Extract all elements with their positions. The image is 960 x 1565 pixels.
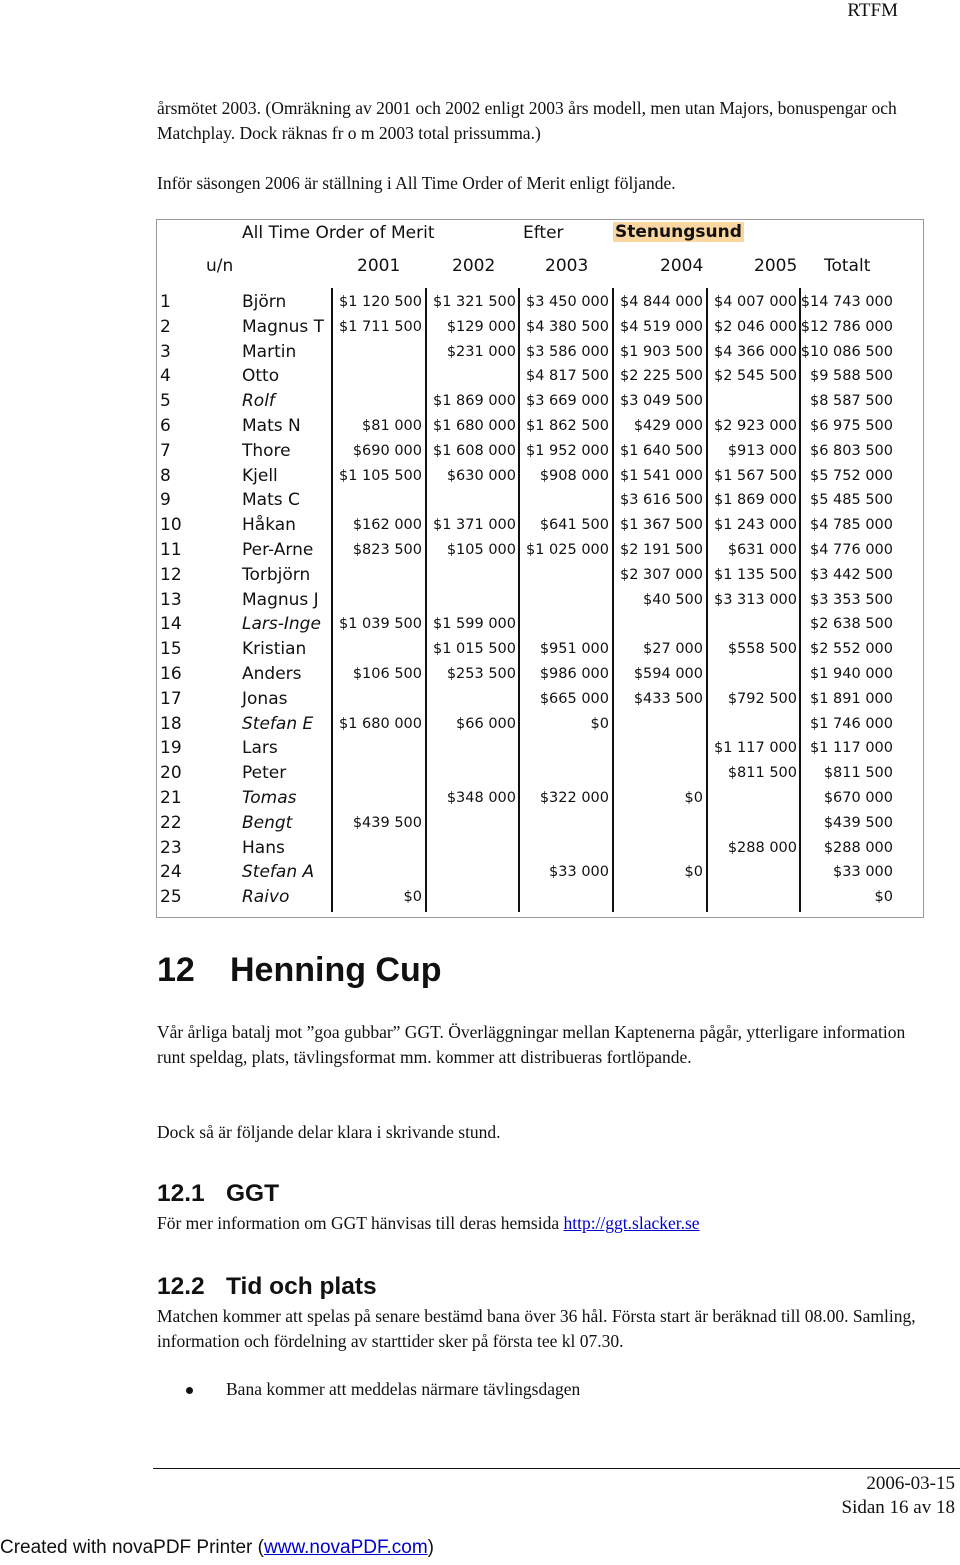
row-season-value: $3 313 000 bbox=[713, 591, 797, 608]
row-player-name: Magnus T bbox=[242, 316, 325, 337]
row-season-value: $1 321 500 bbox=[432, 294, 516, 310]
row-season-value: $1 862 500 bbox=[525, 418, 609, 434]
row-rank: 17 bbox=[160, 688, 182, 709]
row-rank: 10 bbox=[160, 515, 182, 536]
row-season-value: $0 bbox=[684, 864, 703, 881]
row-season-value: $1 025 000 bbox=[525, 542, 609, 558]
row-rank: 24 bbox=[160, 862, 182, 883]
status-paragraph: Dock så är följande delar klara i skrivande stund. bbox=[157, 1122, 501, 1142]
intro-order-of-merit: Inför säsongen 2006 är ställning i All Time Order of Merit enligt följande. bbox=[157, 173, 676, 193]
ggt-text: För mer information om GGT hänvisas till deras hemsida bbox=[157, 1213, 564, 1233]
row-player-name: Peter bbox=[242, 763, 287, 784]
row-total-value: $1 891 000 bbox=[809, 690, 893, 707]
row-rank: 18 bbox=[160, 713, 182, 734]
row-season-value: $1 711 500 bbox=[338, 318, 422, 335]
row-season-value: $4 519 000 bbox=[619, 318, 703, 335]
row-rank: 14 bbox=[160, 614, 182, 635]
row-rank: 4 bbox=[160, 366, 171, 387]
row-season-value: $2 225 500 bbox=[619, 368, 703, 385]
row-total-value: $5 485 500 bbox=[809, 492, 893, 509]
row-total-value: $5 752 000 bbox=[809, 467, 893, 484]
ggt-paragraph bbox=[157, 1211, 700, 1236]
row-season-value: $1 039 500 bbox=[338, 616, 422, 633]
footer-page-number: Sidan 16 av 18 bbox=[841, 1497, 955, 1518]
row-player-name: Jonas bbox=[242, 688, 288, 709]
header-title: RTFM bbox=[847, 0, 898, 21]
row-season-value: $594 000 bbox=[633, 666, 703, 682]
row-player-name: Rolf bbox=[242, 391, 275, 412]
row-season-value: $3 616 500 bbox=[619, 492, 703, 509]
row-season-value: $823 500 bbox=[352, 542, 422, 558]
novapdf-watermark bbox=[0, 1537, 434, 1559]
col-header-2005: 2005 bbox=[754, 256, 798, 276]
row-season-value: $66 000 bbox=[456, 715, 516, 732]
section-heading-12-1 bbox=[157, 1180, 279, 1208]
row-season-value: $105 000 bbox=[446, 542, 516, 558]
row-player-name: Mats C bbox=[242, 490, 300, 511]
row-season-value: $429 000 bbox=[633, 418, 703, 434]
subsection-number: 12.2 bbox=[157, 1273, 205, 1300]
row-rank: 16 bbox=[160, 664, 182, 684]
col-header-2002: 2002 bbox=[452, 256, 496, 276]
row-rank: 1 bbox=[160, 292, 171, 312]
row-player-name: Raivo bbox=[242, 887, 290, 908]
row-season-value: $0 bbox=[403, 889, 422, 906]
row-rank: 15 bbox=[160, 639, 182, 660]
row-season-value: $1 105 500 bbox=[338, 467, 422, 484]
row-season-value: $1 680 000 bbox=[338, 715, 422, 732]
row-season-value: $665 000 bbox=[539, 690, 609, 707]
row-season-value: $3 669 000 bbox=[525, 393, 609, 410]
row-player-name: Otto bbox=[242, 366, 280, 387]
henning-cup-paragraph: Vår årliga batalj mot ”goa gubbar” GGT. Överläggningar mellan Kaptenerna pågår, ytterligare information runt speldag, plats, tävlingsformat mm. kommer att distribueras fortlöpande. bbox=[157, 1022, 906, 1067]
row-season-value: $1 640 500 bbox=[619, 442, 703, 459]
row-rank: 12 bbox=[160, 564, 182, 585]
row-total-value: $1 117 000 bbox=[809, 740, 893, 757]
row-season-value: $2 046 000 bbox=[713, 318, 797, 335]
row-season-value: $558 500 bbox=[727, 641, 797, 658]
section-heading-12-2 bbox=[157, 1273, 377, 1301]
subsection-title: Tid och plats bbox=[226, 1273, 377, 1300]
row-rank: 7 bbox=[160, 440, 171, 461]
row-season-value: $1 567 500 bbox=[713, 467, 797, 484]
row-season-value: $811 500 bbox=[727, 765, 797, 782]
footer-divider bbox=[153, 1468, 960, 1469]
row-season-value: $3 586 000 bbox=[525, 343, 609, 360]
row-total-value: $6 803 500 bbox=[809, 442, 893, 459]
row-season-value: $1 135 500 bbox=[713, 566, 797, 583]
order-of-merit-table bbox=[156, 219, 924, 918]
bullet-text: Bana kommer att meddelas närmare tävlingsdagen bbox=[226, 1379, 581, 1399]
row-rank: 21 bbox=[160, 788, 182, 808]
row-total-value: $439 500 bbox=[823, 814, 893, 831]
row-season-value: $1 371 000 bbox=[432, 517, 516, 534]
row-season-value: $1 015 500 bbox=[432, 641, 516, 658]
row-rank: 9 bbox=[160, 490, 171, 511]
column-divider bbox=[425, 288, 427, 912]
row-rank: 20 bbox=[160, 763, 182, 784]
row-season-value: $4 366 000 bbox=[713, 343, 797, 360]
time-place-paragraph: Matchen kommer att spelas på senare bestämd bana över 36 hål. Första start är beräknad till 08.00. Samling, information och fördelning av starttider sker på första tee kl 07.30. bbox=[157, 1306, 916, 1351]
row-total-value: $8 587 500 bbox=[809, 393, 893, 410]
row-rank: 2 bbox=[160, 316, 171, 337]
row-season-value: $81 000 bbox=[362, 418, 422, 434]
footer-date: 2006-03-15 bbox=[866, 1473, 955, 1494]
row-total-value: $1 746 000 bbox=[809, 715, 893, 732]
row-season-value: $2 545 500 bbox=[713, 368, 797, 385]
col-header-2001: 2001 bbox=[357, 256, 401, 276]
row-season-value: $27 000 bbox=[643, 641, 703, 658]
row-season-value: $690 000 bbox=[352, 442, 422, 459]
row-rank: 6 bbox=[160, 416, 171, 436]
row-season-value: $1 869 000 bbox=[432, 393, 516, 410]
row-player-name: Mats N bbox=[242, 416, 301, 436]
table-title: All Time Order of Merit bbox=[242, 223, 435, 243]
row-season-value: $986 000 bbox=[539, 666, 609, 682]
row-season-value: $0 bbox=[684, 790, 703, 806]
row-player-name: Anders bbox=[242, 664, 302, 684]
row-season-value: $322 000 bbox=[539, 790, 609, 806]
row-season-value: $1 367 500 bbox=[619, 517, 703, 534]
col-header-totalt: Totalt bbox=[824, 256, 871, 276]
row-total-value: $12 786 000 bbox=[800, 318, 893, 335]
row-total-value: $288 000 bbox=[823, 839, 893, 856]
row-season-value: $1 952 000 bbox=[525, 442, 609, 459]
row-season-value: $1 869 000 bbox=[713, 492, 797, 509]
row-player-name: Stefan E bbox=[242, 713, 314, 734]
row-total-value: $3 442 500 bbox=[809, 566, 893, 583]
row-player-name: Martin bbox=[242, 341, 297, 362]
novapdf-link[interactable]: www.novaPDF.com bbox=[264, 1537, 428, 1558]
row-season-value: $630 000 bbox=[446, 467, 516, 484]
row-season-value: $1 599 000 bbox=[432, 616, 516, 633]
row-player-name: Hans bbox=[242, 837, 285, 858]
row-season-value: $2 923 000 bbox=[713, 418, 797, 434]
row-season-value: $1 243 000 bbox=[713, 517, 797, 534]
row-season-value: $1 541 000 bbox=[619, 467, 703, 484]
location-highlight: Stenungsund bbox=[615, 222, 742, 242]
row-season-value: $1 117 000 bbox=[713, 740, 797, 757]
row-season-value: $4 007 000 bbox=[713, 294, 797, 310]
row-total-value: $4 776 000 bbox=[809, 542, 893, 558]
row-season-value: $348 000 bbox=[446, 790, 516, 806]
intro-paragraph: årsmötet 2003. (Omräkning av 2001 och 2002 enligt 2003 års modell, men utan Majors, bonuspengar och Matchplay. Dock räknas fr o m 2003 total prissumma.) bbox=[157, 98, 897, 143]
row-player-name: Håkan bbox=[242, 515, 296, 536]
novapdf-text: Created with novaPDF Printer ( bbox=[0, 1537, 264, 1558]
row-total-value: $2 552 000 bbox=[809, 641, 893, 658]
row-total-value: $2 638 500 bbox=[809, 616, 893, 633]
row-season-value: $2 191 500 bbox=[619, 542, 703, 558]
row-total-value: $9 588 500 bbox=[809, 368, 893, 385]
after-label: Efter bbox=[523, 223, 564, 243]
row-player-name: Kristian bbox=[242, 639, 307, 660]
row-total-value: $3 353 500 bbox=[809, 591, 893, 608]
row-total-value: $14 743 000 bbox=[800, 294, 893, 310]
row-season-value: $0 bbox=[590, 715, 609, 732]
row-season-value: $1 680 000 bbox=[432, 418, 516, 434]
row-season-value: $129 000 bbox=[446, 318, 516, 335]
row-season-value: $106 500 bbox=[352, 666, 422, 682]
row-total-value: $670 000 bbox=[823, 790, 893, 806]
row-season-value: $3 450 000 bbox=[525, 294, 609, 310]
row-total-value: $0 bbox=[874, 889, 893, 906]
row-player-name: Kjell bbox=[242, 465, 278, 486]
row-season-value: $792 500 bbox=[727, 690, 797, 707]
row-season-value: $231 000 bbox=[446, 343, 516, 360]
row-player-name: Per-Arne bbox=[242, 540, 314, 560]
row-rank: 13 bbox=[160, 589, 182, 610]
row-season-value: $288 000 bbox=[727, 839, 797, 856]
row-rank: 3 bbox=[160, 341, 171, 362]
row-season-value: $641 500 bbox=[539, 517, 609, 534]
row-season-value: $1 120 500 bbox=[338, 294, 422, 310]
row-season-value: $908 000 bbox=[539, 467, 609, 484]
row-rank: 5 bbox=[160, 391, 171, 412]
row-player-name: Lars-Inge bbox=[242, 614, 321, 635]
row-player-name: Torbjörn bbox=[242, 564, 311, 585]
row-total-value: $6 975 500 bbox=[809, 418, 893, 434]
row-season-value: $433 500 bbox=[633, 690, 703, 707]
row-season-value: $4 817 500 bbox=[525, 368, 609, 385]
subsection-title: GGT bbox=[226, 1180, 280, 1207]
row-rank: 23 bbox=[160, 837, 182, 858]
row-season-value: $631 000 bbox=[727, 542, 797, 558]
row-season-value: $951 000 bbox=[539, 641, 609, 658]
section-heading-12 bbox=[157, 951, 442, 990]
row-season-value: $253 500 bbox=[446, 666, 516, 682]
row-season-value: $1 903 500 bbox=[619, 343, 703, 360]
row-season-value: $4 844 000 bbox=[619, 294, 703, 310]
row-player-name: Stefan A bbox=[242, 862, 315, 883]
row-total-value: $811 500 bbox=[823, 765, 893, 782]
row-player-name: Bengt bbox=[242, 812, 293, 833]
col-header-un: u/n bbox=[206, 256, 234, 276]
row-rank: 19 bbox=[160, 738, 182, 759]
row-season-value: $3 049 500 bbox=[619, 393, 703, 410]
row-rank: 25 bbox=[160, 887, 182, 908]
row-season-value: $33 000 bbox=[549, 864, 609, 881]
row-season-value: $40 500 bbox=[643, 591, 703, 608]
section-number: 12 bbox=[157, 951, 195, 989]
row-player-name: Tomas bbox=[242, 788, 297, 808]
row-season-value: $162 000 bbox=[352, 517, 422, 534]
col-header-2004: 2004 bbox=[660, 256, 704, 276]
novapdf-text-end: ) bbox=[427, 1537, 434, 1558]
ggt-website-link[interactable]: http://ggt.slacker.se bbox=[563, 1213, 700, 1233]
row-player-name: Magnus J bbox=[242, 589, 319, 610]
row-player-name: Lars bbox=[242, 738, 278, 759]
subsection-number: 12.1 bbox=[157, 1180, 205, 1207]
row-season-value: $439 500 bbox=[352, 814, 422, 831]
row-total-value: $10 086 500 bbox=[800, 343, 893, 360]
row-season-value: $1 608 000 bbox=[432, 442, 516, 459]
row-total-value: $33 000 bbox=[833, 864, 893, 881]
row-player-name: Thore bbox=[242, 440, 291, 461]
col-header-2003: 2003 bbox=[545, 256, 589, 276]
row-season-value: $4 380 500 bbox=[525, 318, 609, 335]
row-rank: 22 bbox=[160, 812, 182, 833]
row-total-value: $4 785 000 bbox=[809, 517, 893, 534]
row-season-value: $2 307 000 bbox=[619, 566, 703, 583]
row-player-name: Björn bbox=[242, 292, 287, 312]
row-rank: 8 bbox=[160, 465, 171, 486]
section-title: Henning Cup bbox=[230, 951, 442, 989]
row-season-value: $913 000 bbox=[727, 442, 797, 459]
row-total-value: $1 940 000 bbox=[809, 666, 893, 682]
bullet-icon bbox=[186, 1387, 193, 1394]
row-rank: 11 bbox=[160, 540, 182, 560]
